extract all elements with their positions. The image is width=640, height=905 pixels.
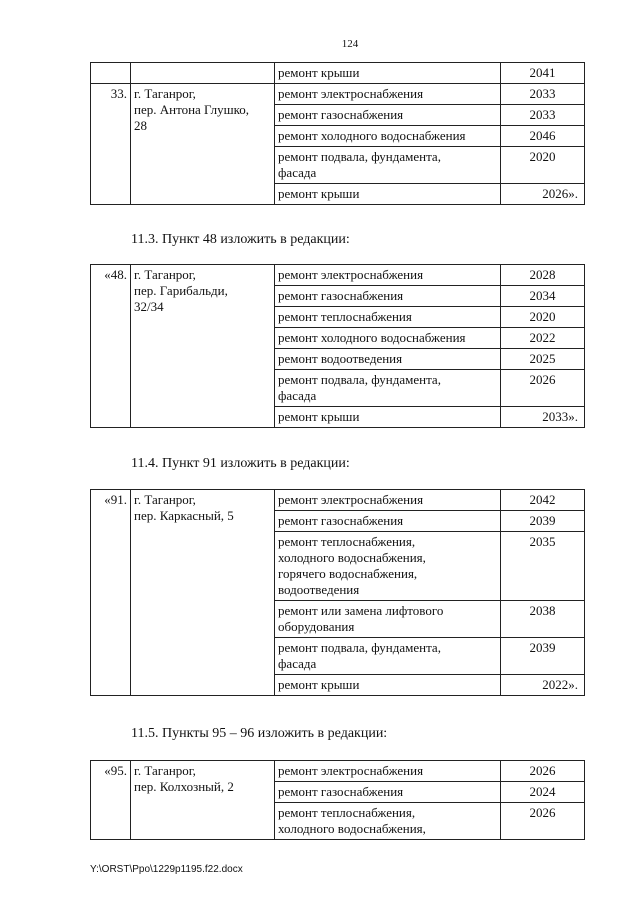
schedule-table bbox=[90, 264, 585, 428]
paragraph-11-5: 11.5. Пункты 95 – 96 изложить в редакции: bbox=[131, 726, 388, 741]
work-type-cell: ремонт подвала, фундамента, фасада bbox=[275, 370, 501, 407]
paragraph-11-4: 11.4. Пункт 91 изложить в редакции: bbox=[131, 456, 350, 471]
year-cell: 2041 bbox=[501, 63, 585, 84]
work-type-cell: ремонт электроснабжения bbox=[275, 761, 501, 782]
item-number: 33. bbox=[91, 84, 131, 205]
year-cell: 2020 bbox=[501, 147, 585, 184]
address-cell: г. Таганрог, пер. Гарибальди, 32/34 bbox=[131, 265, 275, 428]
work-type-cell: ремонт крыши bbox=[275, 63, 501, 84]
empty-cell bbox=[131, 63, 275, 84]
work-type-cell: ремонт электроснабжения bbox=[275, 84, 501, 105]
item-number: «95. bbox=[91, 761, 131, 840]
item-number: «48. bbox=[91, 265, 131, 428]
address-cell: г. Таганрог, пер. Каркасный, 5 bbox=[131, 490, 275, 696]
work-type-cell: ремонт электроснабжения bbox=[275, 490, 501, 511]
year-cell: 2026». bbox=[501, 184, 585, 205]
work-type-cell: ремонт газоснабжения bbox=[275, 105, 501, 126]
work-type-cell: ремонт теплоснабжения, холодного водоснабжения, bbox=[275, 803, 501, 840]
work-type-cell: ремонт водоотведения bbox=[275, 349, 501, 370]
work-type-cell: ремонт газоснабжения bbox=[275, 511, 501, 532]
schedule-table bbox=[90, 760, 585, 840]
work-type-cell: ремонт теплоснабжения, холодного водоснабжения, горячего водоснабжения, водоотведения bbox=[275, 532, 501, 601]
year-cell: 2024 bbox=[501, 782, 585, 803]
work-type-cell: ремонт крыши bbox=[275, 675, 501, 696]
work-type-cell: ремонт или замена лифтового оборудования bbox=[275, 601, 501, 638]
year-cell: 2042 bbox=[501, 490, 585, 511]
schedule-table bbox=[90, 62, 585, 205]
year-cell: 2033 bbox=[501, 84, 585, 105]
year-cell: 2046 bbox=[501, 126, 585, 147]
year-cell: 2038 bbox=[501, 601, 585, 638]
work-type-cell: ремонт холодного водоснабжения bbox=[275, 126, 501, 147]
work-type-cell: ремонт электроснабжения bbox=[275, 265, 501, 286]
year-cell: 2033 bbox=[501, 105, 585, 126]
file-path-footer: Y:\ORST\Ppo\1229p1195.f22.docx bbox=[90, 864, 243, 875]
year-cell: 2035 bbox=[501, 532, 585, 601]
year-cell: 2039 bbox=[501, 638, 585, 675]
work-type-cell: ремонт подвала, фундамента, фасада bbox=[275, 638, 501, 675]
year-cell: 2025 bbox=[501, 349, 585, 370]
address-cell: г. Таганрог, пер. Колхозный, 2 bbox=[131, 761, 275, 840]
work-type-cell: ремонт газоснабжения bbox=[275, 782, 501, 803]
table-row bbox=[91, 490, 585, 511]
page-number: 124 bbox=[341, 38, 359, 50]
table-row bbox=[91, 761, 585, 782]
year-cell: 2026 bbox=[501, 761, 585, 782]
year-cell: 2026 bbox=[501, 370, 585, 407]
year-cell: 2039 bbox=[501, 511, 585, 532]
empty-cell bbox=[91, 63, 131, 84]
year-cell: 2026 bbox=[501, 803, 585, 840]
year-cell: 2033». bbox=[501, 407, 585, 428]
table-row bbox=[91, 63, 585, 84]
work-type-cell: ремонт газоснабжения bbox=[275, 286, 501, 307]
table-row bbox=[91, 265, 585, 286]
work-type-cell: ремонт теплоснабжения bbox=[275, 307, 501, 328]
year-cell: 2020 bbox=[501, 307, 585, 328]
work-type-cell: ремонт холодного водоснабжения bbox=[275, 328, 501, 349]
year-cell: 2034 bbox=[501, 286, 585, 307]
year-cell: 2028 bbox=[501, 265, 585, 286]
item-number: «91. bbox=[91, 490, 131, 696]
work-type-cell: ремонт подвала, фундамента, фасада bbox=[275, 147, 501, 184]
year-cell: 2022». bbox=[501, 675, 585, 696]
schedule-table bbox=[90, 489, 585, 696]
address-cell: г. Таганрог, пер. Антона Глушко, 28 bbox=[131, 84, 275, 205]
paragraph-11-3: 11.3. Пункт 48 изложить в редакции: bbox=[131, 232, 350, 247]
work-type-cell: ремонт крыши bbox=[275, 407, 501, 428]
table-row bbox=[91, 84, 585, 105]
work-type-cell: ремонт крыши bbox=[275, 184, 501, 205]
year-cell: 2022 bbox=[501, 328, 585, 349]
